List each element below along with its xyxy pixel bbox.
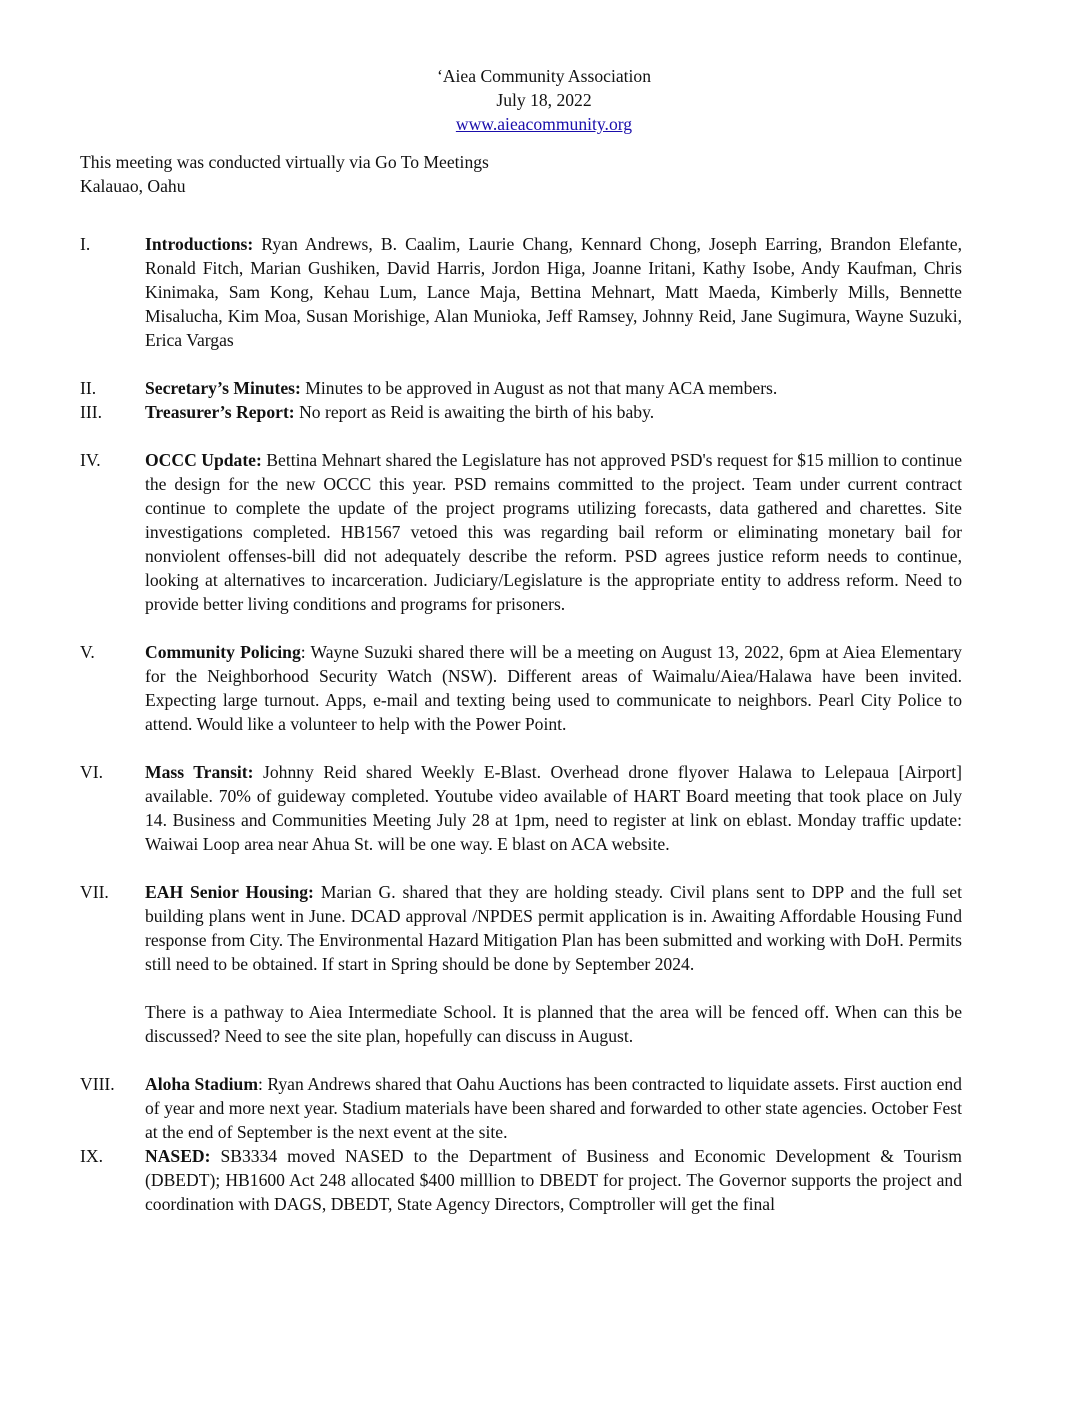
- item-body: [145, 376, 962, 400]
- agenda-item-community-policing: [80, 640, 962, 736]
- agenda-items: [80, 232, 962, 1216]
- item-body: [145, 400, 962, 424]
- item-body: [145, 760, 962, 856]
- agenda-item-treasurer-report: [80, 400, 962, 424]
- item-text: Minutes to be approved in August as not that many ACA members.: [300, 378, 778, 398]
- item-heading: Introductions:: [145, 234, 254, 254]
- item-heading: Treasurer’s Report:: [145, 402, 295, 422]
- item-heading: OCCC Update:: [145, 450, 262, 470]
- website-link[interactable]: www.aieacommunity.org: [455, 114, 633, 134]
- document-header: [126, 64, 962, 136]
- agenda-item-occc-update: [80, 448, 962, 616]
- item-number: III.: [80, 402, 102, 422]
- item-text: : Wayne Suzuki shared there will be a meeting on August 13, 2022, 6pm at Aiea Elementary for the Neighborhood Security Watch (NSW). Different areas of Waimalu/Aiea/Halawa have been invited. Expecting large turnout. Apps, e-mail and texting being used to communicate to neighbors. Pearl City Police to attend. Would like a volunteer to help with the Power Point.: [145, 642, 962, 734]
- item-number: VI.: [80, 762, 103, 782]
- item-body: [145, 1144, 962, 1216]
- organization-name: ‘Aiea Community Association: [436, 66, 652, 86]
- item-number: IX.: [80, 1146, 103, 1166]
- meeting-location-text: Kalauao, Oahu: [80, 176, 186, 196]
- item-heading: Mass Transit:: [145, 762, 254, 782]
- agenda-item-introductions: [80, 232, 962, 352]
- item-body: [145, 880, 962, 976]
- item-number: VII.: [80, 882, 109, 902]
- item-number: II.: [80, 378, 97, 398]
- item-text: No report as Reid is awaiting the birth of his baby.: [294, 402, 655, 422]
- item-number: IV.: [80, 450, 101, 470]
- item-heading: Secretary’s Minutes:: [145, 378, 301, 398]
- item-text: : Ryan Andrews shared that Oahu Auctions has been contracted to liquidate assets. First auction end of year and more next year. Stadium materials have been shared and forwarded to other state agencies. October Fest at the end of September is the next event at the site.: [145, 1074, 962, 1142]
- item-continuation-paragraph: There is a pathway to Aiea Intermediate School. It is planned that the area will be fenced off. When can this be discussed? Need to see the site plan, hopefully can discuss in August.: [145, 1002, 962, 1046]
- agenda-item-nased: [80, 1144, 962, 1216]
- item-text: Johnny Reid shared Weekly E-Blast. Overhead drone flyover Halawa to Lelepaua [Airport] available. 70% of guideway completed. Youtube video available of HART Board meeting that took place on July 14. Business and Communities Meeting July 28 at 1pm, need to register at link on eblast. Monday traffic update: Waiwai Loop area near Ahua St. will be one way. E blast on ACA website.: [145, 762, 962, 854]
- meeting-date: July 18, 2022: [496, 90, 592, 110]
- item-text: Marian G. shared that they are holding steady. Civil plans sent to DPP and the full set building plans went in June. DCAD approval /NPDES permit application is in. Awaiting Affordable Housing Fund response from City. The Environmental Hazard Mitigation Plan has been submitted and working with DoH. Permits still need to be obtained. If start in Spring should be done by September 2024.: [145, 882, 962, 974]
- agenda-item-aloha-stadium: [80, 1072, 962, 1144]
- item-heading: Community Policing: [145, 642, 301, 662]
- item-number: VIII.: [80, 1074, 115, 1094]
- item-text: Ryan Andrews, B. Caalim, Laurie Chang, Kennard Chong, Joseph Earring, Brandon Elefante, Ronald Fitch, Marian Gushiken, David Harris, Jordon Higa, Joanne Iritani, Kathy Isobe, Andy Kaufman, Chris Kinimaka, Sam Kong, Kehau Lum, Lance Maja, Bettina Mehnart, Matt Maeda, Kimberly Mills, Bennette Misalucha, Kim Moa, Susan Morishige, Alan Munioka, Jeff Ramsey, Johnny Reid, Jane Sugimura, Wayne Suzuki, Erica Vargas: [145, 234, 962, 350]
- item-heading: NASED:: [145, 1146, 211, 1166]
- item-body: [145, 1072, 962, 1144]
- agenda-item-mass-transit: [80, 760, 962, 856]
- item-text: Bettina Mehnart shared the Legislature has not approved PSD's request for $15 million to continue the design for the new OCCC this year. PSD remains committed to the project. Team under current contract continue to complete the update of the project programs utilizing forecasts, data gathered and charettes. Site investigations completed. HB1567 vetoed this was regarding bail reform or eliminating monetary bail for nonviolent offenses-bill did not adequately describe the reform. PSD agrees justice reform needs to continue, looking at alternatives to incarceration. Judiciary/Legislature is the appropriate entity to address reform. Need to provide better living conditions and programs for prisoners.: [145, 450, 962, 614]
- meeting-intro: [80, 150, 962, 198]
- item-body: [145, 232, 962, 352]
- item-number: I.: [80, 234, 91, 254]
- item-body: [145, 640, 962, 736]
- agenda-item-secretary-minutes: [80, 376, 962, 400]
- agenda-item-eah-senior-housing: [80, 880, 962, 976]
- item-heading: Aloha Stadium: [145, 1074, 258, 1094]
- item-number: V.: [80, 642, 95, 662]
- item-heading: EAH Senior Housing:: [145, 882, 314, 902]
- meeting-format-text: This meeting was conducted virtually via Go To Meetings: [80, 152, 489, 172]
- item-text: SB3334 moved NASED to the Department of Business and Economic Development & Tourism (DBEDT); HB1600 Act 248 allocated $400 milllion to DBEDT for project. The Governor supports the project and coordination with DAGS, DBEDT, State Agency Directors, Comptroller will get the final: [145, 1146, 962, 1214]
- item-body: [145, 448, 962, 616]
